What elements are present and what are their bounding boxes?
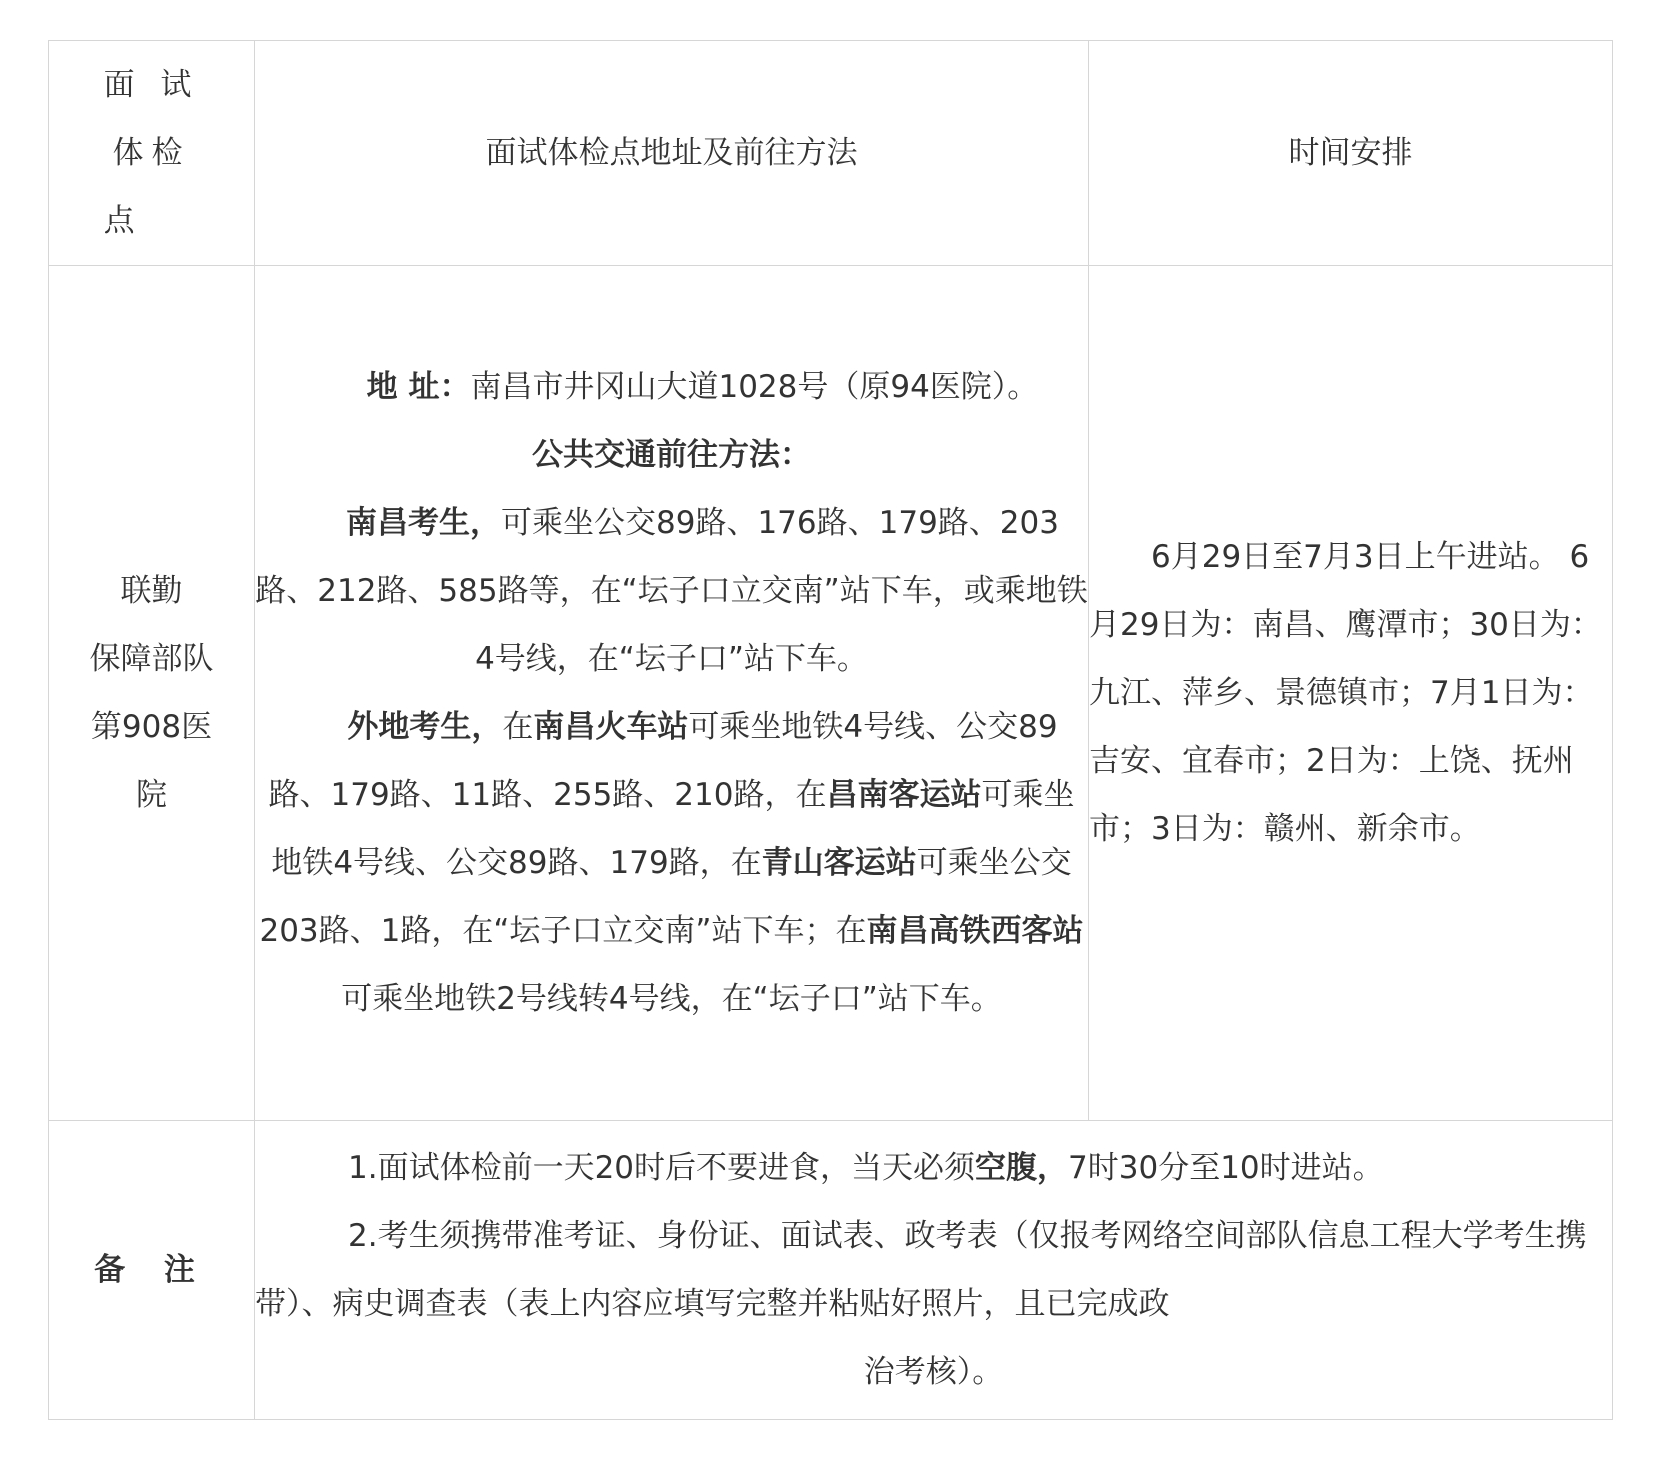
station-nanchang-west: 南昌高铁西客站 bbox=[866, 913, 1084, 949]
address-text: 南昌市井冈山大道1028号（原94医院）。 bbox=[470, 369, 1039, 405]
table-header-row bbox=[49, 41, 1613, 266]
schedule-text: 6月29日至7月3日上午进站。 6月29日为：南昌、鹰潭市；30日为：九江、萍乡、景德镇市；7月1日为：吉安、宜春市；2日为：上饶、抚州市；3日为：赣州、新余市。 bbox=[1089, 539, 1602, 847]
station-nanchang-railway: 南昌火车站 bbox=[533, 709, 689, 745]
address-and-directions bbox=[255, 266, 1089, 1121]
note-1-text-b: 7时30分至10时进站。 bbox=[1068, 1150, 1384, 1186]
address-paragraph bbox=[255, 353, 1088, 421]
outside-text-4: 可乘坐公交203路、1路，在“坛子口立交南”站下车；在 bbox=[259, 845, 1072, 949]
note-1-fasting: 空腹， bbox=[975, 1150, 1069, 1186]
note-2-text-a: 2.考生须携带准考证、身份证、面试表、政考表（仅报考网络空间部队信息工程大学考生携带）、病史调查表（表上内容应填写完整并粘贴好照片，且已完成政 bbox=[255, 1218, 1587, 1322]
nanchang-label: 南昌考生， bbox=[346, 505, 502, 541]
table-row bbox=[49, 266, 1613, 1121]
header-schedule: 时间安排 bbox=[1089, 41, 1613, 266]
header-address: 面试体检点地址及前往方法 bbox=[255, 41, 1089, 266]
note-1 bbox=[255, 1134, 1612, 1202]
address-label: 地 址： bbox=[366, 369, 471, 405]
station-changnan-bus: 昌南客运站 bbox=[826, 777, 982, 813]
note-2-tail bbox=[255, 1338, 1612, 1406]
outside-text-5: 可乘坐地铁2号线转4号线，在“坛子口”站下车。 bbox=[341, 981, 1002, 1017]
header-location-line1: 面 试 bbox=[103, 67, 200, 103]
outside-text-2: 可乘坐地铁4号线、公交89路、179路、11路、255路、210路，在 bbox=[268, 709, 1058, 813]
nanchang-text: 可乘坐公交89路、176路、179路、203路、212路、585路等，在“坛子口立交南”站下车，或乘地铁4号线，在“坛子口”站下车。 bbox=[255, 505, 1088, 677]
outside-directions bbox=[255, 693, 1088, 1033]
outside-text-1: 在 bbox=[502, 709, 534, 745]
notes-label: 备 注 bbox=[49, 1121, 255, 1420]
notes-row bbox=[49, 1121, 1613, 1420]
notes-content bbox=[255, 1121, 1613, 1420]
location-name-line3: 第908医 bbox=[90, 709, 213, 745]
nanchang-directions bbox=[255, 489, 1088, 693]
interview-info-table bbox=[48, 40, 1613, 1420]
header-location bbox=[49, 41, 255, 266]
header-location-line3: 点 bbox=[103, 203, 143, 239]
note-2 bbox=[255, 1202, 1612, 1338]
note-2-text-b: 治考核）。 bbox=[863, 1354, 1004, 1390]
transport-title bbox=[255, 421, 1088, 489]
outside-label: 外地考生， bbox=[347, 709, 503, 745]
station-qingshan-bus: 青山客运站 bbox=[761, 845, 917, 881]
schedule-cell bbox=[1089, 266, 1613, 1121]
location-name-line2: 保障部队 bbox=[89, 641, 214, 677]
note-1-text-a: 1.面试体检前一天20时后不要进食，当天必须 bbox=[348, 1150, 976, 1186]
transport-title-text: 公共交通前往方法： bbox=[532, 437, 811, 473]
interview-info-table-wrapper bbox=[48, 40, 1612, 1420]
outside-text-3: 可乘坐地铁4号线、公交89路、179路，在 bbox=[271, 777, 1075, 881]
location-name-line4: 院 bbox=[136, 777, 167, 813]
location-name-line1: 联勤 bbox=[120, 573, 183, 609]
header-location-line2: 体检 bbox=[112, 135, 191, 171]
location-name bbox=[49, 266, 255, 1121]
